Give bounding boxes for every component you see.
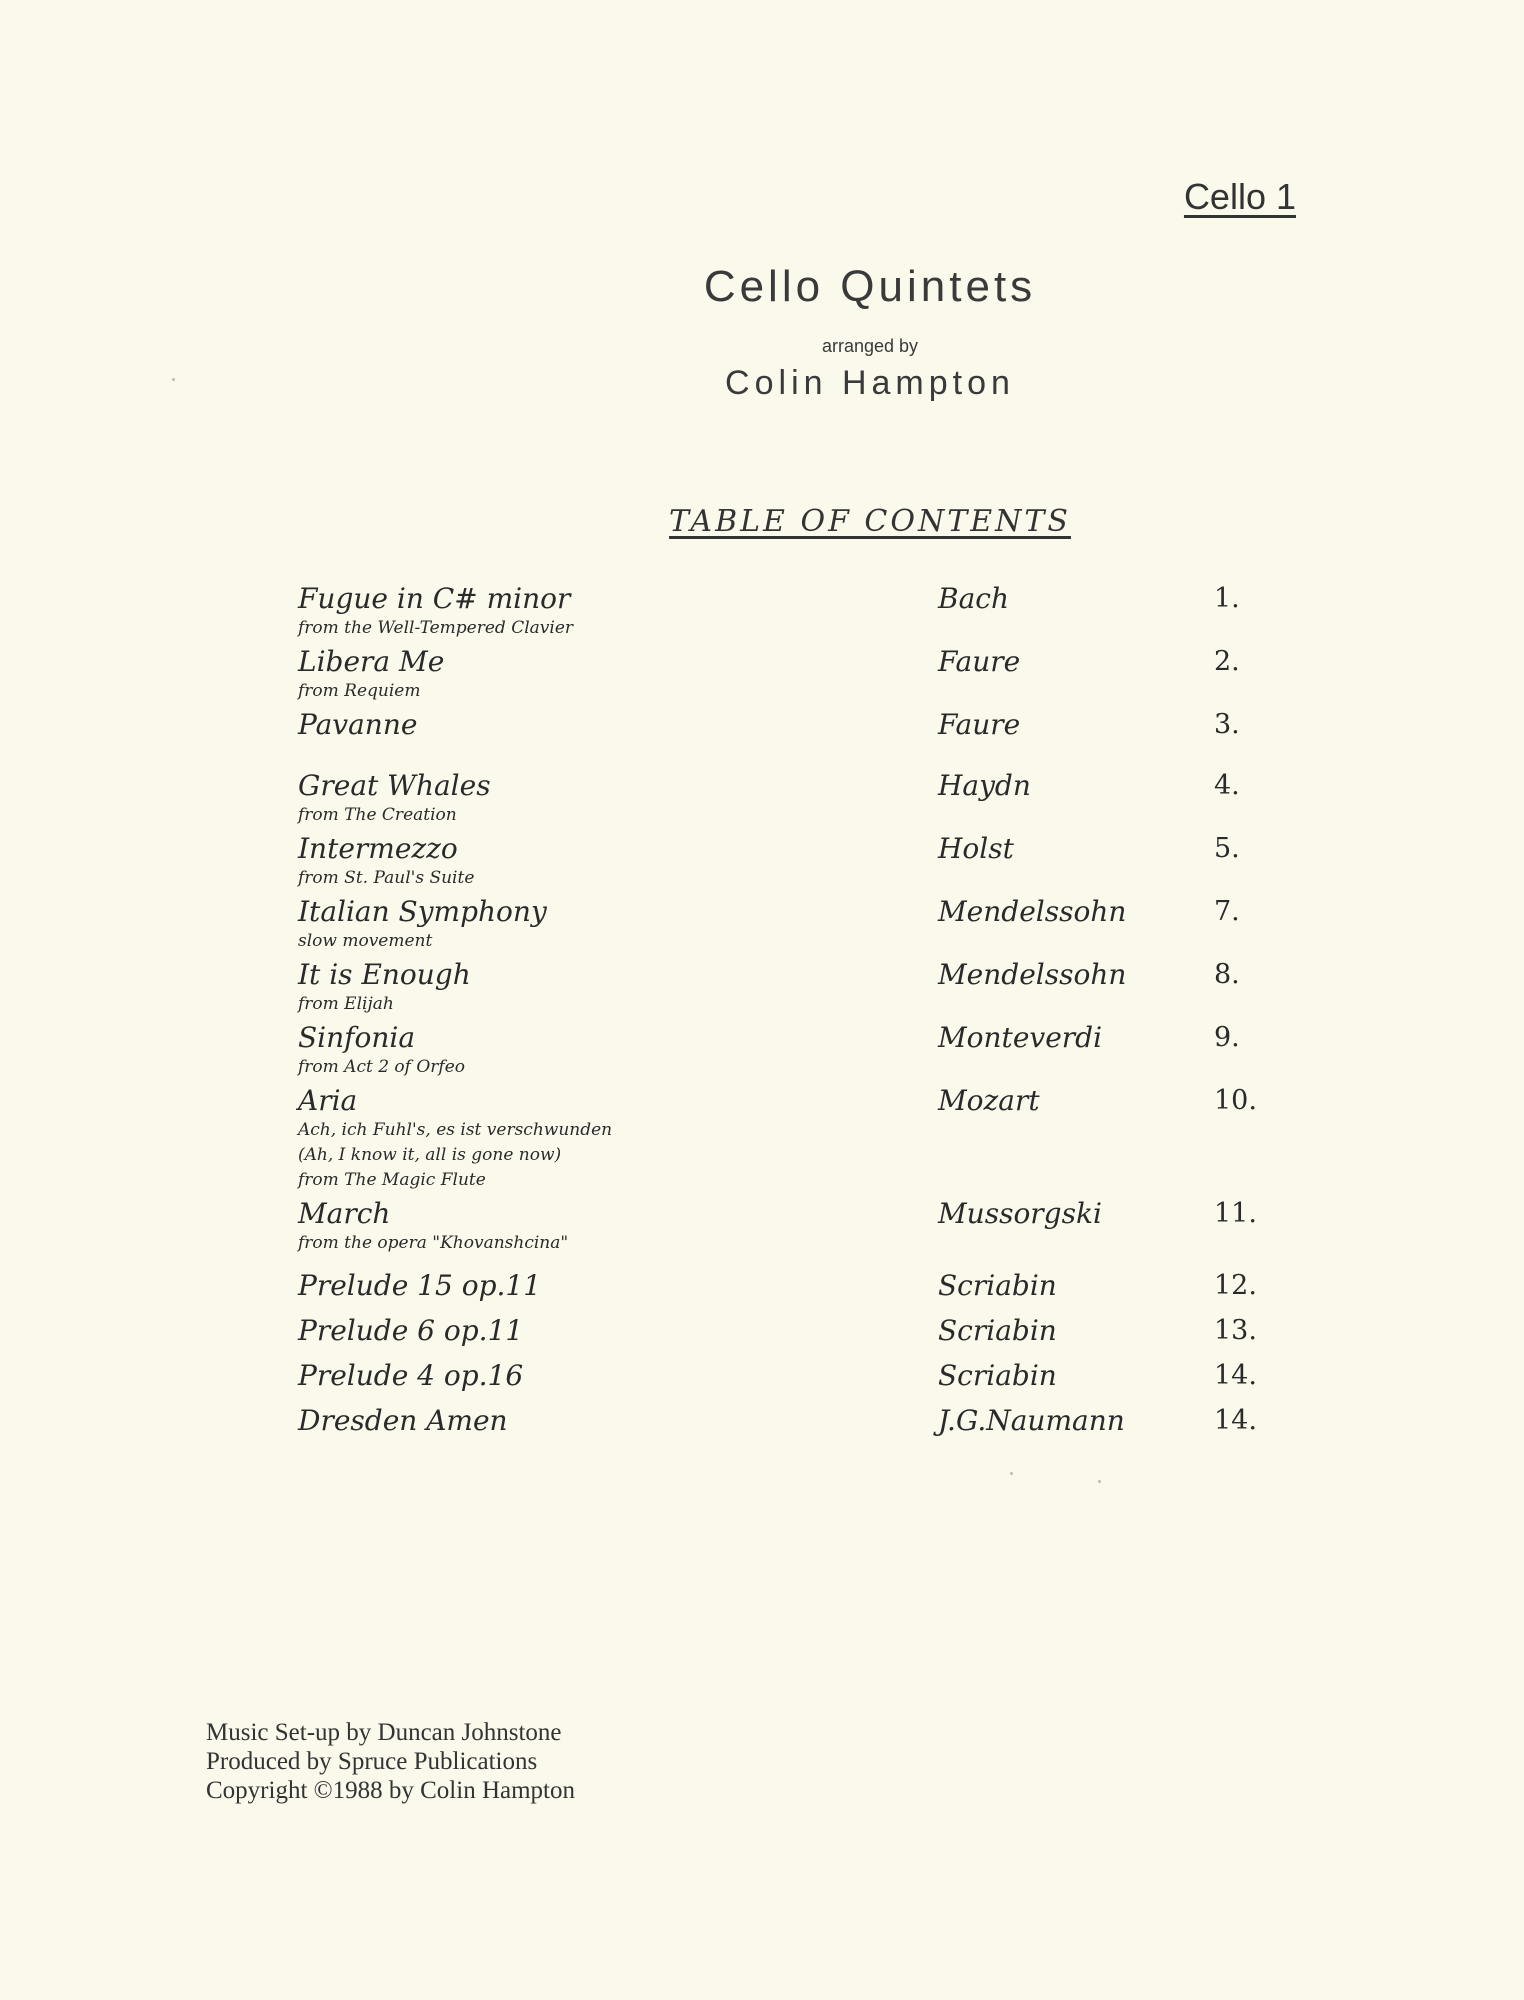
toc-entry: [298, 832, 1258, 895]
arranged-by-label: arranged by: [821, 336, 919, 356]
toc-page-number: 9.: [1214, 1022, 1240, 1053]
toc-heading: [0, 504, 1524, 539]
toc-piece-title: Sinfonia: [298, 1021, 416, 1054]
toc-page-number: 4.: [1214, 770, 1240, 801]
toc-piece-title: Fugue in C# minor: [298, 582, 571, 615]
toc-entry: [298, 1269, 1258, 1314]
toc-piece-title: Prelude 15 op.11: [298, 1269, 542, 1302]
toc-page-number: 13.: [1214, 1315, 1257, 1346]
toc-page-number: 7.: [1214, 896, 1240, 927]
toc-entry: [298, 1314, 1258, 1359]
paper-speck: [1098, 1480, 1101, 1483]
credits-footer: [206, 1718, 575, 1805]
toc-piece-title: Libera Me: [298, 645, 445, 678]
toc-composer: Mendelssohn: [938, 895, 1127, 928]
credit-producer: Produced by Spruce Publications: [206, 1748, 538, 1775]
toc-page-number: 12.: [1214, 1270, 1257, 1301]
toc-entry: [298, 895, 1258, 958]
toc-composer: J.G.Naumann: [938, 1404, 1125, 1437]
table-of-contents: [298, 582, 1258, 1449]
toc-entry: [298, 708, 1258, 769]
toc-composer: Mussorgski: [938, 1197, 1102, 1230]
toc-piece-source: from the Well-Tempered Clavier: [298, 618, 574, 638]
toc-composer: Faure: [938, 645, 1021, 678]
toc-piece-source: slow movement: [298, 931, 433, 951]
paper-speck: [1010, 1472, 1013, 1475]
toc-entry: [298, 1084, 1258, 1197]
toc-entry: [298, 1021, 1258, 1084]
toc-composer: Monteverdi: [938, 1021, 1103, 1054]
toc-piece-title: Aria: [298, 1084, 358, 1117]
toc-entry: [298, 958, 1258, 1021]
toc-page-number: 11.: [1214, 1198, 1257, 1229]
toc-composer: Haydn: [938, 769, 1031, 802]
toc-piece-source: (Ah, I know it, all is gone now): [298, 1145, 562, 1165]
arranger-name: Colin Hampton: [725, 364, 1015, 402]
toc-piece-title: Dresden Amen: [298, 1404, 508, 1437]
toc-composer: Mozart: [938, 1084, 1040, 1117]
toc-entry: [298, 1404, 1258, 1449]
toc-page-number: 3.: [1214, 709, 1240, 740]
toc-piece-source: from Act 2 of Orfeo: [298, 1057, 466, 1077]
toc-entry: [298, 1359, 1258, 1404]
toc-page-number: 1.: [1214, 583, 1240, 614]
toc-page-number: 14.: [1214, 1405, 1257, 1436]
paper-speck: [172, 378, 175, 381]
toc-piece-title: Prelude 4 op.16: [298, 1359, 524, 1392]
toc-page-number: 10.: [1214, 1085, 1257, 1116]
toc-composer: Bach: [938, 582, 1009, 615]
toc-piece-title: Prelude 6 op.11: [298, 1314, 524, 1347]
toc-composer: Scriabin: [938, 1314, 1057, 1347]
part-label: Cello 1: [1183, 176, 1296, 217]
document-title: Cello Quintets: [703, 262, 1037, 311]
toc-piece-title: Italian Symphony: [298, 895, 547, 928]
toc-piece-title: It is Enough: [298, 958, 471, 991]
toc-piece-source: from Elijah: [298, 994, 394, 1014]
credit-setup: Music Set-up by Duncan Johnstone: [206, 1719, 562, 1746]
toc-page-number: 5.: [1214, 833, 1240, 864]
toc-page-number: 2.: [1214, 646, 1240, 677]
toc-composer: Faure: [938, 708, 1021, 741]
toc-composer: Scriabin: [938, 1359, 1057, 1392]
toc-piece-title: Great Whales: [298, 769, 491, 802]
toc-piece-title: Pavanne: [298, 708, 418, 741]
toc-piece-source: from the opera "Khovanshcina": [298, 1233, 569, 1253]
toc-piece-source: from The Creation: [298, 805, 457, 825]
toc-piece-source: from Requiem: [298, 681, 421, 701]
toc-piece-source: from St. Paul's Suite: [298, 868, 475, 888]
toc-piece-title: Intermezzo: [298, 832, 458, 865]
toc-heading-text: TABLE OF CONTENTS: [669, 504, 1071, 539]
toc-piece-source: Ach, ich Fuhl's, es ist verschwunden: [298, 1120, 613, 1140]
toc-composer: Scriabin: [938, 1269, 1057, 1302]
credit-copyright: Copyright ©1988 by Colin Hampton: [206, 1777, 575, 1804]
toc-page-number: 14.: [1214, 1360, 1257, 1391]
toc-entry: [298, 769, 1258, 832]
toc-entry: [298, 1197, 1258, 1269]
toc-piece-title: March: [298, 1197, 391, 1230]
toc-entry: [298, 582, 1258, 645]
toc-composer: Holst: [938, 832, 1014, 865]
toc-composer: Mendelssohn: [938, 958, 1127, 991]
toc-page-number: 8.: [1214, 959, 1240, 990]
toc-piece-source: from The Magic Flute: [298, 1170, 486, 1190]
toc-entry: [298, 645, 1258, 708]
